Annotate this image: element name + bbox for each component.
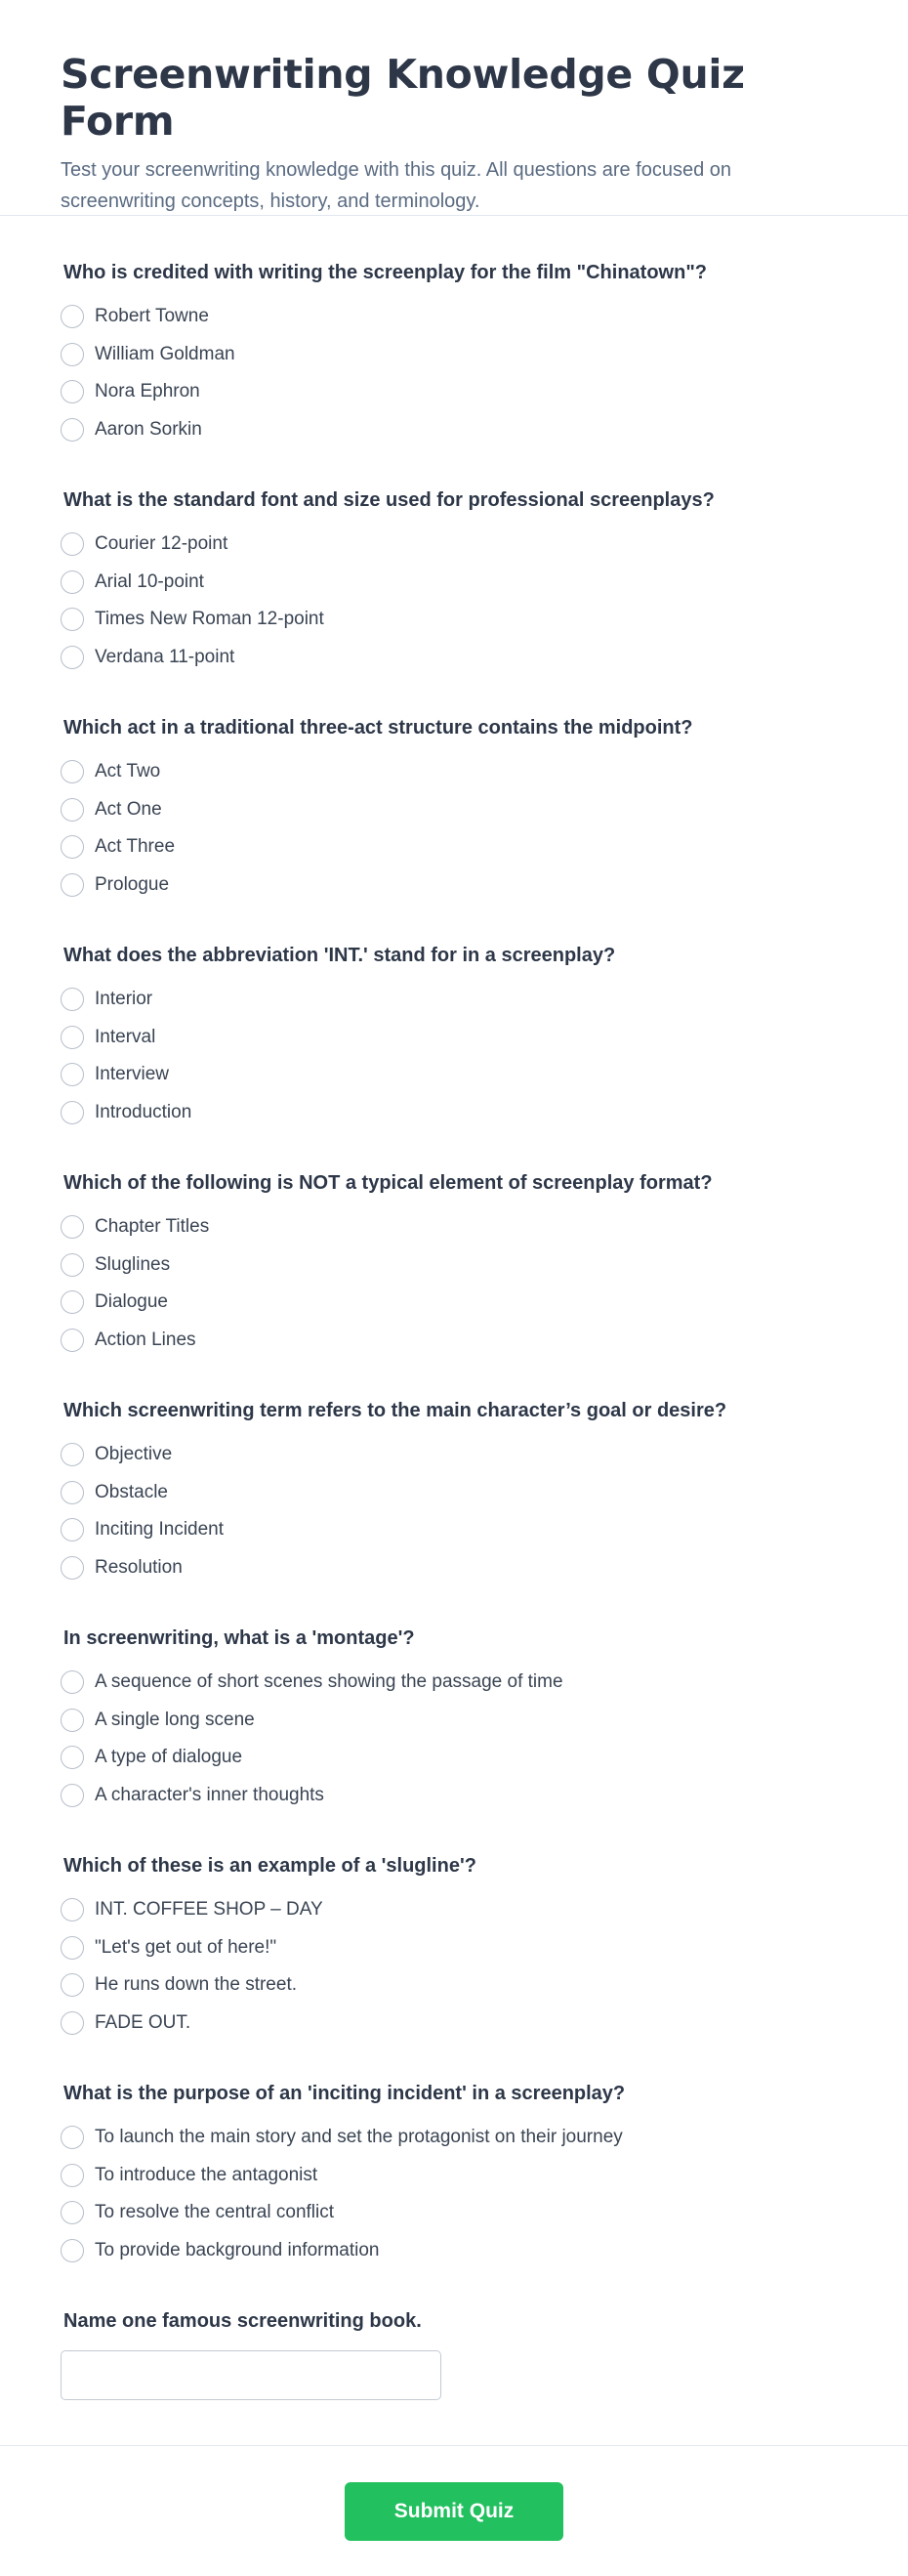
radio-button[interactable]	[61, 1253, 84, 1277]
option-single-long-scene[interactable]	[61, 1702, 847, 1740]
radio-button[interactable]	[61, 570, 84, 594]
radio-button[interactable]	[61, 2126, 84, 2149]
question-8	[61, 1853, 847, 2081]
option-interval[interactable]	[61, 1019, 847, 1057]
radio-button[interactable]	[61, 760, 84, 783]
question-6	[61, 1398, 847, 1626]
radio-button[interactable]	[61, 1746, 84, 1769]
option-resolution[interactable]	[61, 1549, 847, 1587]
option-label: Aaron Sorkin	[95, 418, 202, 440]
question-5	[61, 1170, 847, 1398]
question-text: Which screenwriting term refers to the main character’s goal or desire?	[63, 1400, 727, 1421]
option-label: Introduction	[95, 1101, 192, 1122]
question-1	[61, 260, 847, 487]
form-footer	[0, 2445, 908, 2576]
option-act-three[interactable]	[61, 828, 847, 866]
options-group	[61, 1436, 847, 1586]
option-interview[interactable]	[61, 1056, 847, 1094]
question-10	[61, 2308, 847, 2445]
option-label: Interval	[95, 1026, 156, 1047]
radio-button[interactable]	[61, 873, 84, 897]
option-prologue[interactable]	[61, 866, 847, 905]
radio-button[interactable]	[61, 305, 84, 328]
option-label: Act Three	[95, 836, 176, 858]
option-lets-get-out[interactable]	[61, 1929, 847, 1967]
radio-button[interactable]	[61, 418, 84, 442]
radio-button[interactable]	[61, 1481, 84, 1504]
question-text: Which of the following is NOT a typical element of screenplay format?	[63, 1172, 713, 1194]
option-interior[interactable]	[61, 981, 847, 1019]
option-label: Sluglines	[95, 1253, 171, 1275]
options-group	[61, 1891, 847, 2042]
option-label: To provide background information	[95, 2239, 380, 2260]
option-label: Times New Roman 12-point	[95, 609, 324, 630]
radio-button[interactable]	[61, 2201, 84, 2224]
radio-button[interactable]	[61, 798, 84, 822]
question-text: What does the abbreviation 'INT.' stand for in a screenplay?	[63, 945, 616, 966]
option-label: To resolve the central conflict	[95, 2202, 335, 2223]
option-verdana[interactable]	[61, 639, 847, 677]
radio-button[interactable]	[61, 835, 84, 859]
question-text: Who is credited with writing the screenplay for the film "Chinatown"?	[63, 262, 708, 283]
radio-button[interactable]	[61, 1898, 84, 1921]
option-label: Prologue	[95, 873, 170, 895]
radio-button[interactable]	[61, 1556, 84, 1580]
option-inner-thoughts[interactable]	[61, 1777, 847, 1815]
option-label: Nora Ephron	[95, 381, 200, 402]
option-action-lines[interactable]	[61, 1322, 847, 1360]
option-background-info[interactable]	[61, 2232, 847, 2270]
page-subtitle: Test your screenwriting knowledge with this quiz. All questions are focused on screenwriting concepts, history, and terminology.	[61, 159, 732, 212]
option-courier[interactable]	[61, 526, 847, 564]
option-introduction[interactable]	[61, 1094, 847, 1132]
option-label: Interview	[95, 1064, 170, 1085]
option-label: Objective	[95, 1444, 173, 1465]
options-group	[61, 1664, 847, 1814]
question-4	[61, 943, 847, 1170]
option-label: To launch the main story and set the protagonist on their journey	[95, 2127, 623, 2148]
option-label: Act Two	[95, 761, 161, 782]
question-3	[61, 715, 847, 943]
option-act-one[interactable]	[61, 791, 847, 829]
radio-button[interactable]	[61, 380, 84, 403]
radio-button[interactable]	[61, 2239, 84, 2262]
radio-button[interactable]	[61, 1973, 84, 1997]
question-text: What is the purpose of an 'inciting incident' in a screenplay?	[63, 2083, 626, 2104]
screenwriting-book-input[interactable]	[61, 2350, 441, 2400]
option-objective[interactable]	[61, 1436, 847, 1474]
radio-button[interactable]	[61, 1026, 84, 1049]
options-group	[61, 981, 847, 1131]
radio-button[interactable]	[61, 1784, 84, 1807]
option-label: Act One	[95, 798, 162, 820]
option-label: "Let's get out of here!"	[95, 1936, 277, 1958]
option-label: He runs down the street.	[95, 1974, 297, 1996]
option-label: A type of dialogue	[95, 1747, 243, 1768]
option-label: INT. COFFEE SHOP – DAY	[95, 1899, 323, 1921]
page-title: Screenwriting Knowledge Quiz Form	[61, 51, 745, 145]
option-label: Arial 10-point	[95, 570, 204, 592]
options-group	[61, 753, 847, 904]
option-label: Robert Towne	[95, 306, 209, 327]
option-he-runs[interactable]	[61, 1966, 847, 2005]
option-inciting-incident[interactable]	[61, 1511, 847, 1549]
option-label: Verdana 11-point	[95, 646, 235, 667]
question-7	[61, 1626, 847, 1853]
radio-button[interactable]	[61, 988, 84, 1011]
radio-button[interactable]	[61, 1290, 84, 1314]
question-text: Which act in a traditional three-act structure contains the midpoint?	[63, 717, 693, 739]
options-group	[61, 1208, 847, 1359]
radio-button[interactable]	[61, 343, 84, 366]
option-act-two[interactable]	[61, 753, 847, 791]
option-label: To introduce the antagonist	[95, 2164, 318, 2185]
option-label: William Goldman	[95, 343, 235, 364]
submit-quiz-button[interactable]: Submit Quiz	[345, 2482, 563, 2541]
radio-button[interactable]	[61, 1101, 84, 1124]
option-type-of-dialogue[interactable]	[61, 1739, 847, 1777]
options-group	[61, 2119, 847, 2269]
options-group	[61, 298, 847, 448]
radio-button[interactable]	[61, 1443, 84, 1466]
option-arial[interactable]	[61, 564, 847, 602]
option-chapter-titles[interactable]	[61, 1208, 847, 1246]
option-int-coffee-shop[interactable]	[61, 1891, 847, 1929]
option-times-new-roman[interactable]	[61, 601, 847, 639]
question-text: In screenwriting, what is a 'montage'?	[63, 1627, 415, 1649]
option-william-goldman[interactable]	[61, 336, 847, 374]
question-text: Name one famous screenwriting book.	[63, 2310, 422, 2332]
radio-button[interactable]	[61, 1936, 84, 1960]
option-label: Resolution	[95, 1556, 183, 1578]
options-group	[61, 526, 847, 676]
radio-button[interactable]	[61, 1215, 84, 1239]
option-label: Interior	[95, 989, 153, 1010]
option-launch-story[interactable]	[61, 2119, 847, 2157]
radio-button[interactable]	[61, 1329, 84, 1352]
option-label: Obstacle	[95, 1481, 168, 1502]
option-nora-ephron[interactable]	[61, 373, 847, 411]
option-label: A single long scene	[95, 1709, 255, 1730]
option-introduce-antagonist[interactable]	[61, 2157, 847, 2195]
option-label: Chapter Titles	[95, 1216, 210, 1238]
radio-button[interactable]	[61, 1063, 84, 1086]
radio-button[interactable]	[61, 1518, 84, 1541]
option-obstacle[interactable]	[61, 1474, 847, 1512]
question-text: Which of these is an example of a 'slugline'?	[63, 1855, 476, 1877]
radio-button[interactable]	[61, 608, 84, 631]
option-fade-out[interactable]	[61, 2005, 847, 2043]
option-robert-towne[interactable]	[61, 298, 847, 336]
question-2	[61, 487, 847, 715]
option-label: FADE OUT.	[95, 2011, 191, 2033]
option-aaron-sorkin[interactable]	[61, 411, 847, 449]
question-list	[0, 216, 908, 2445]
option-label: Dialogue	[95, 1291, 168, 1313]
option-label: A character's inner thoughts	[95, 1784, 324, 1805]
option-label: A sequence of short scenes showing the passage of time	[95, 1671, 563, 1693]
option-dialogue[interactable]	[61, 1284, 847, 1322]
radio-button[interactable]	[61, 646, 84, 669]
radio-button[interactable]	[61, 1709, 84, 1732]
question-text: What is the standard font and size used for professional screenplays?	[63, 489, 715, 511]
radio-button[interactable]	[61, 1670, 84, 1694]
option-sequence-of-scenes[interactable]	[61, 1664, 847, 1702]
radio-button[interactable]	[61, 2164, 84, 2187]
radio-button[interactable]	[61, 532, 84, 556]
option-label: Action Lines	[95, 1329, 196, 1350]
radio-button[interactable]	[61, 2011, 84, 2035]
option-sluglines[interactable]	[61, 1246, 847, 1285]
option-label: Inciting Incident	[95, 1519, 225, 1541]
question-9	[61, 2081, 847, 2308]
option-resolve-conflict[interactable]	[61, 2194, 847, 2232]
option-label: Courier 12-point	[95, 533, 228, 555]
quiz-header	[0, 0, 908, 216]
